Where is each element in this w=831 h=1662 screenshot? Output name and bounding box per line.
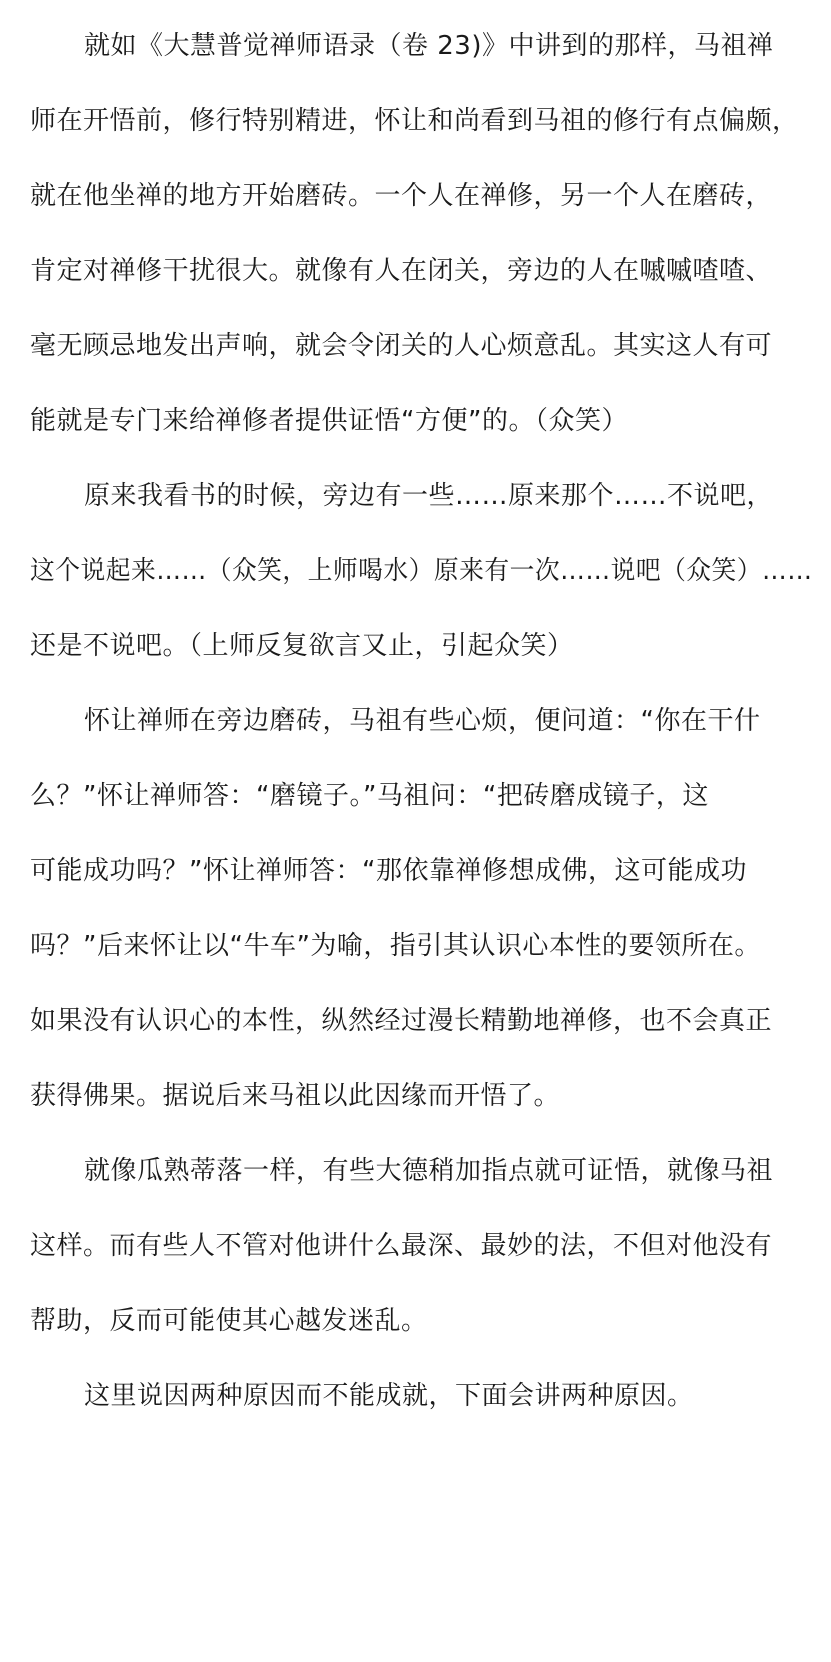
line-text: 毫无顾忌地发出声响，就会令闭关的人心烦意乱。其实这人有可 <box>30 331 773 361</box>
line-text: 就像瓜熟蒂落一样，有些大德稍加指点就可证悟，就像马祖 <box>84 1156 774 1186</box>
line-text: 这里说因两种原因而不能成就，下面会讲两种原因。 <box>84 1381 694 1411</box>
text-line <box>0 1301 831 1341</box>
line-text: 么？”怀让禅师答：“磨镜子。”马祖问：“把砖磨成镜子，这 <box>30 781 709 811</box>
text-line <box>0 626 831 666</box>
text-line <box>0 176 831 216</box>
line-text: 获得佛果。据说后来马祖以此因缘而开悟了。 <box>30 1081 561 1111</box>
line-text: 能就是专门来给禅修者提供证悟“方便”的。（众笑） <box>30 406 628 436</box>
text-line <box>0 476 831 516</box>
line-text: 可能成功吗？”怀让禅师答：“那依靠禅修想成佛，这可能成功 <box>30 856 747 886</box>
text-line <box>0 101 831 141</box>
text-line <box>0 851 831 891</box>
line-text: 就如《大慧普觉禅师语录（卷 23)》中讲到的那样，马祖禅 <box>84 31 774 61</box>
text-line <box>0 926 831 966</box>
line-text: 帮助，反而可能使其心越发迷乱。 <box>30 1306 428 1336</box>
text-line <box>0 701 831 741</box>
text-line <box>0 1226 831 1266</box>
text-line <box>0 401 831 441</box>
line-text: 还是不说吧。（上师反复欲言又止，引起众笑） <box>30 631 574 661</box>
line-text: 这个说起来……（众笑，上师喝水）原来有一次……说吧（众笑）…… <box>30 556 813 586</box>
line-text: 就在他坐禅的地方开始磨砖。一个人在禅修，另一个人在磨砖， <box>30 181 773 211</box>
line-text: 原来我看书的时候，旁边有一些……原来那个……不说吧， <box>84 481 774 511</box>
text-line <box>0 1376 831 1416</box>
text-line <box>0 1001 831 1041</box>
line-text: 吗？”后来怀让以“牛车”为喻，指引其认识心本性的要领所在。 <box>30 931 761 961</box>
text-line <box>0 551 831 591</box>
line-text: 肯定对禅修干扰很大。就像有人在闭关，旁边的人在嘁嘁喳喳、 <box>30 256 773 286</box>
text-line <box>0 1076 831 1116</box>
text-line <box>0 326 831 366</box>
text-line <box>0 26 831 66</box>
text-line <box>0 1151 831 1191</box>
line-text: 如果没有认识心的本性，纵然经过漫长精勤地禅修，也不会真正 <box>30 1006 773 1036</box>
line-text: 怀让禅师在旁边磨砖，马祖有些心烦，便问道：“你在干什 <box>84 706 761 736</box>
line-text: 师在开悟前，修行特别精进，怀让和尚看到马祖的修行有点偏颇， <box>30 106 799 136</box>
text-line <box>0 251 831 291</box>
line-text: 这样。而有些人不管对他讲什么最深、最妙的法，不但对他没有 <box>30 1231 773 1261</box>
text-line <box>0 776 831 816</box>
